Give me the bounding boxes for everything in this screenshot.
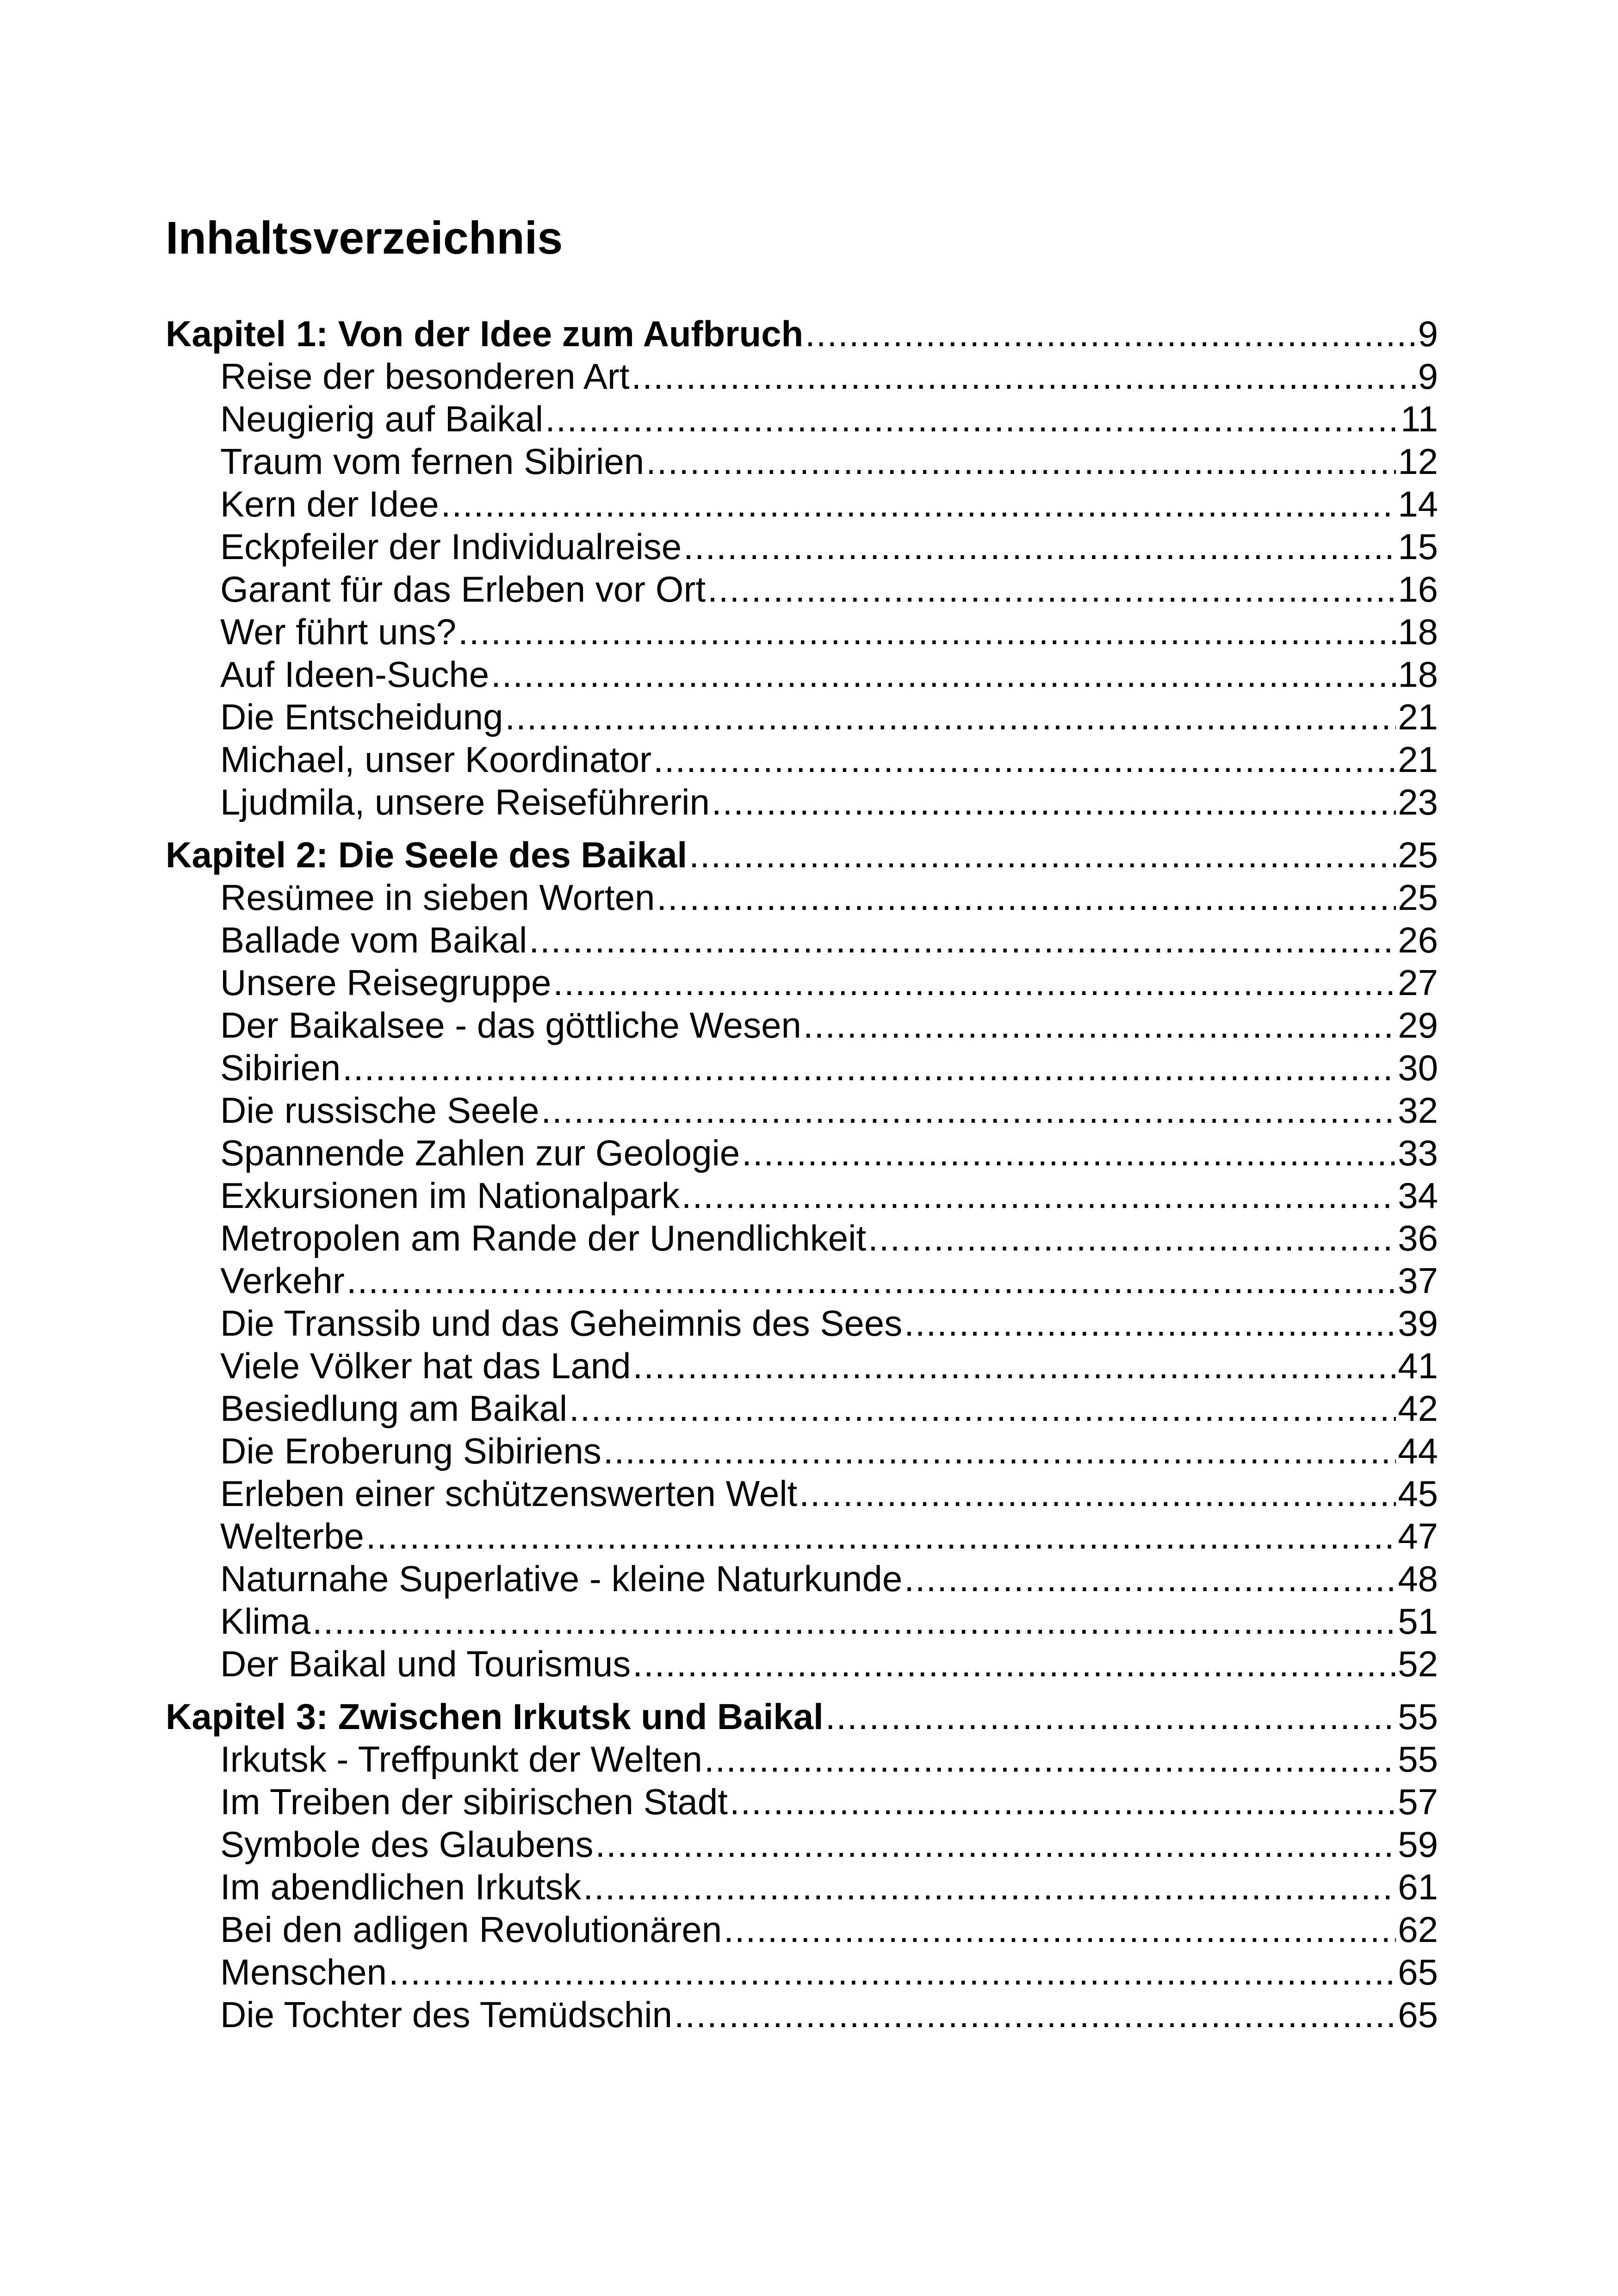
toc-section-entry [166,1951,1438,1993]
page-number: 27 [1398,962,1438,1003]
dot-leader [674,1993,1396,2036]
toc-section-entry [166,1738,1438,1780]
dot-leader [653,738,1396,781]
toc-section-entry [166,919,1438,961]
toc-chapter [166,834,1438,1685]
section-title: Bei den adligen Revolutionären [220,1909,722,1950]
section-title: Die russische Seele [220,1090,539,1131]
page-number: 57 [1398,1781,1438,1822]
section-title: Kern der Idee [220,484,439,524]
toc-section-entry [166,1132,1438,1174]
toc-section-entry [166,1643,1438,1685]
dot-leader [441,483,1396,525]
section-title: Auf Ideen-Suche [220,654,490,695]
section-title: Im Treiben der sibirischen Stadt [220,1781,728,1822]
dot-leader [505,696,1396,738]
dot-leader [825,1695,1396,1738]
section-title: Die Entscheidung [220,697,503,737]
dot-leader [803,1004,1396,1046]
section-title: Die Eroberung Sibiriens [220,1431,601,1471]
dot-leader [569,1387,1396,1430]
page-number: 21 [1398,739,1438,780]
section-title: Unsere Reisegruppe [220,962,552,1003]
page-number: 25 [1398,834,1438,875]
toc-section-entry [166,1866,1438,1908]
dot-leader [805,312,1416,355]
page-number: 9 [1418,313,1438,354]
dot-leader [529,919,1396,961]
dot-leader [595,1823,1396,1866]
page-number: 33 [1398,1132,1438,1173]
page-number: 36 [1398,1218,1438,1258]
page-number: 41 [1398,1345,1438,1386]
page-number: 26 [1398,920,1438,960]
toc-section-entry [166,1557,1438,1600]
page-number: 21 [1398,697,1438,737]
page-number: 30 [1398,1047,1438,1088]
section-title: Der Baikalsee - das göttliche Wesen [220,1005,801,1045]
chapter-title: Kapitel 2: Die Seele des Baikal [166,834,688,875]
toc-section-entry [166,1344,1438,1387]
dot-leader [742,1132,1396,1174]
toc-section-entry [166,1259,1438,1302]
section-title: Spannende Zahlen zur Geologie [220,1132,740,1173]
section-title: Neugierig auf Baikal [220,398,544,439]
section-title: Ljudmila, unsere Reiseführerin [220,782,710,822]
toc-section-entry [166,1217,1438,1259]
page-number: 12 [1398,441,1438,482]
dot-leader [712,781,1396,823]
toc-section-entry [166,1780,1438,1823]
toc-section-entry [166,1387,1438,1430]
dot-leader [633,1344,1396,1387]
toc-title: Inhaltsverzeichnis [166,212,563,263]
page-number: 59 [1398,1824,1438,1865]
toc-section-entry [166,653,1438,696]
page-number: 18 [1398,611,1438,652]
toc-section-entry [166,440,1438,483]
section-title: Klima [220,1601,311,1642]
section-title: Sibirien [220,1047,341,1088]
page-number: 9 [1418,356,1438,397]
page-number: 52 [1398,1643,1438,1684]
dot-leader [682,1174,1396,1217]
toc-section-entry [166,1089,1438,1132]
chapter-title: Kapitel 1: Von der Idee zum Aufbruch [166,313,804,354]
dot-leader [689,834,1396,876]
page-number: 29 [1398,1005,1438,1045]
section-title: Menschen [220,1952,387,1992]
toc-section-entry [166,696,1438,738]
toc-section-entry [166,1823,1438,1866]
dot-leader [545,398,1399,440]
toc-section-entry [166,355,1438,398]
toc-section-entry [166,1004,1438,1046]
toc-chapter [166,312,1438,823]
section-title: Die Transsib und das Geheimnis des Sees [220,1303,903,1344]
dot-leader [632,1643,1396,1685]
section-title: Viele Völker hat das Land [220,1345,631,1386]
page-number: 16 [1398,569,1438,610]
page-number: 42 [1398,1388,1438,1429]
toc-chapter [166,1695,1438,2036]
section-title: Die Tochter des Temüdschin [220,1994,672,2035]
page-number: 14 [1398,484,1438,524]
page-number: 18 [1398,654,1438,695]
page-number: 47 [1398,1516,1438,1556]
page-number: 51 [1398,1601,1438,1642]
toc-section-entry [166,961,1438,1004]
section-title: Resümee in sieben Worten [220,877,655,918]
page-number: 25 [1398,877,1438,918]
dot-leader [707,568,1396,610]
toc-section-entry [166,1046,1438,1089]
page-number: 44 [1398,1431,1438,1471]
page-number: 11 [1401,398,1438,439]
dot-leader [389,1951,1396,1993]
toc-section-entry [166,525,1438,568]
page-number: 55 [1398,1696,1438,1737]
section-title: Der Baikal und Tourismus [220,1643,631,1684]
page-number: 61 [1398,1867,1438,1907]
page-number: 15 [1398,526,1438,567]
section-title: Besiedlung am Baikal [220,1388,568,1429]
page-number: 32 [1398,1090,1438,1131]
toc-section-entry [166,1472,1438,1515]
dot-leader [366,1515,1396,1557]
dot-leader [342,1046,1396,1089]
dot-leader [657,876,1396,919]
toc-chapter-entry [166,834,1438,876]
dot-leader [799,1472,1396,1515]
page-number: 48 [1398,1558,1438,1599]
section-title: Erleben einer schützenswerten Welt [220,1473,798,1514]
section-title: Exkursionen im Nationalpark [220,1175,680,1216]
dot-leader [704,1738,1396,1780]
section-title: Ballade vom Baikal [220,920,527,960]
table-of-contents [166,312,1438,2046]
toc-section-entry [166,483,1438,525]
toc-section-entry [166,1430,1438,1472]
dot-leader [347,1259,1396,1302]
section-title: Garant für das Erleben vor Ort [220,569,706,610]
dot-leader [491,653,1396,696]
toc-section-entry [166,1908,1438,1951]
section-title: Verkehr [220,1260,345,1301]
section-title: Eckpfeiler der Individualreise [220,526,682,567]
section-title: Wer führt uns? [220,611,457,652]
dot-leader [904,1557,1396,1600]
section-title: Irkutsk - Treffpunkt der Welten [220,1739,702,1780]
page-number: 65 [1398,1952,1438,1992]
toc-section-entry [166,876,1438,919]
page-number: 34 [1398,1175,1438,1216]
dot-leader [312,1600,1396,1643]
toc-chapter-entry [166,312,1438,355]
toc-section-entry [166,1600,1438,1643]
section-title: Welterbe [220,1516,364,1556]
dot-leader [904,1302,1396,1344]
toc-section-entry [166,1174,1438,1217]
dot-leader [683,525,1396,568]
toc-section-entry [166,781,1438,823]
toc-section-entry [166,1302,1438,1344]
section-title: Reise der besonderen Art [220,356,630,397]
section-title: Im abendlichen Irkutsk [220,1867,582,1907]
page-number: 23 [1398,782,1438,822]
section-title: Metropolen am Rande der Unendlichkeit [220,1218,867,1258]
toc-section-entry [166,738,1438,781]
dot-leader [646,440,1396,483]
page-number: 39 [1398,1303,1438,1344]
section-title: Naturnahe Superlative - kleine Naturkunde [220,1558,903,1599]
toc-section-entry [166,398,1438,440]
section-title: Symbole des Glaubens [220,1824,594,1865]
toc-section-entry [166,568,1438,610]
dot-leader [583,1866,1396,1908]
dot-leader [730,1780,1396,1823]
toc-section-entry [166,1515,1438,1557]
dot-leader [541,1089,1396,1132]
page-number: 65 [1398,1994,1438,2035]
dot-leader [868,1217,1396,1259]
dot-leader [603,1430,1396,1472]
page-number: 55 [1398,1739,1438,1780]
dot-leader [724,1908,1396,1951]
toc-chapter-entry [166,1695,1438,1738]
chapter-title: Kapitel 3: Zwischen Irkutsk und Baikal [166,1696,824,1737]
page-number: 62 [1398,1909,1438,1950]
section-title: Michael, unser Koordinator [220,739,652,780]
dot-leader [553,961,1396,1004]
page-number: 45 [1398,1473,1438,1514]
dot-leader [458,610,1396,653]
dot-leader [632,355,1416,398]
toc-section-entry [166,610,1438,653]
toc-section-entry [166,1993,1438,2036]
page-number: 37 [1398,1260,1438,1301]
section-title: Traum vom fernen Sibirien [220,441,645,482]
